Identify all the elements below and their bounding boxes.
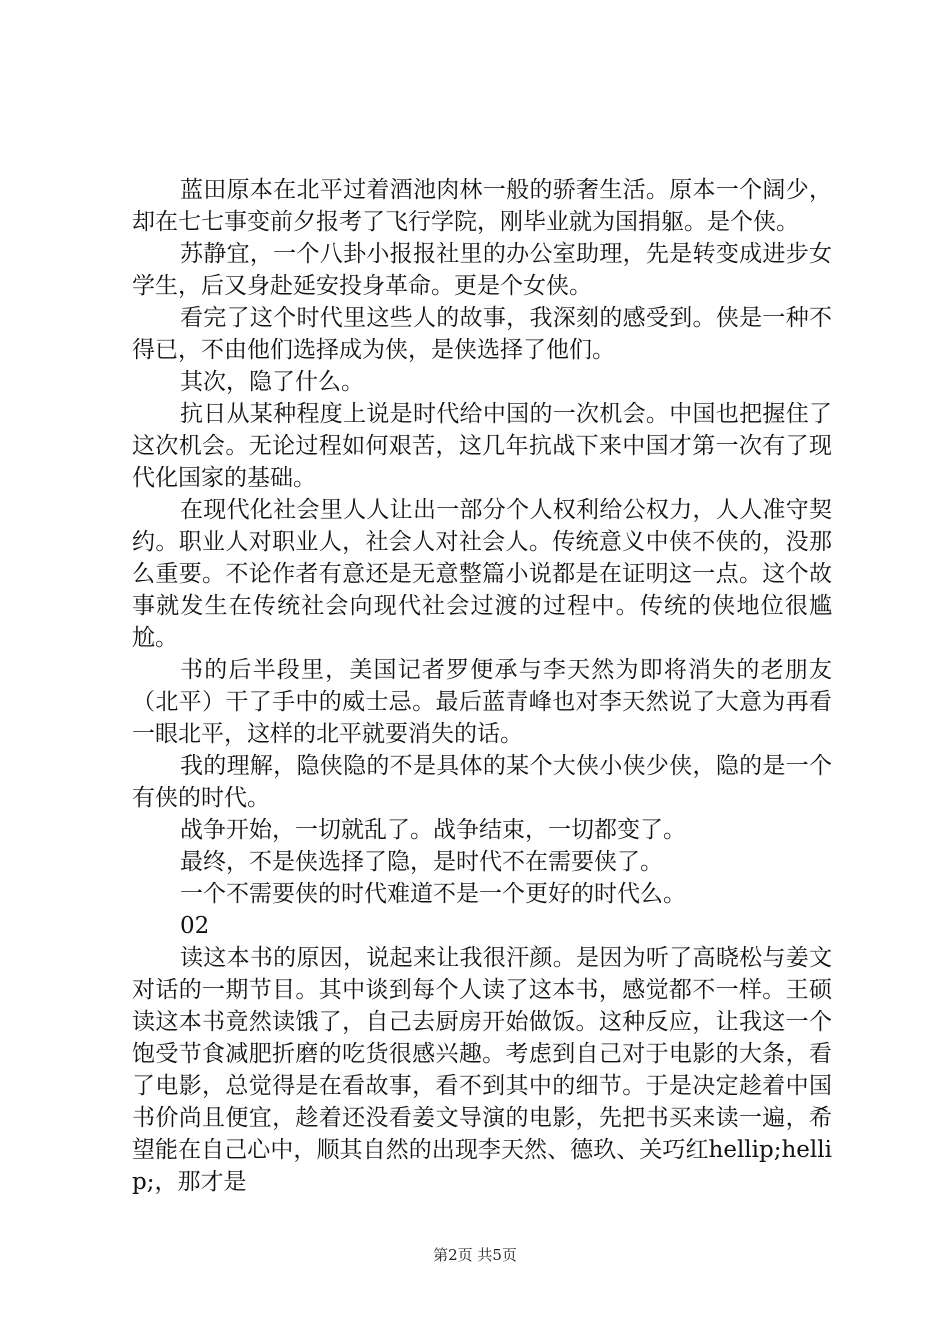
paragraph: 我的理解，隐侠隐的不是具体的某个大侠小侠少侠，隐的是一个有侠的时代。 — [132, 753, 832, 811]
page-footer — [0, 1244, 950, 1265]
paragraph: 一个不需要侠的时代难道不是一个更好的时代么。 — [180, 881, 686, 907]
paragraph: 其次，隐了什么。 — [180, 369, 364, 395]
paragraph: 看完了这个时代里这些人的故事，我深刻的感受到。侠是一种不得已，不由他们选择成为侠，是侠选择了他们。 — [132, 305, 832, 363]
body-text — [132, 174, 832, 1198]
page-number-label: 第2页 共5页 — [433, 1246, 517, 1264]
paragraph: 抗日从某种程度上说是时代给中国的一次机会。中国也把握住了这次机会。无论过程如何艰苦，这几年抗战下来中国才第一次有了现代化国家的基础。 — [132, 401, 832, 491]
paragraph: 蓝田原本在北平过着酒池肉林一般的骄奢生活。原本一个阔少，却在七七事变前夕报考了飞行学院，刚毕业就为国捐躯。是个侠。 — [132, 177, 832, 235]
paragraph: 读这本书的原因，说起来让我很汗颜。是因为听了高晓松与姜文对话的一期节目。其中谈到每个人读了这本书，感觉都不一样。王硕读这本书竟然读饿了，自己去厨房开始做饭。这种反应，让我这一个饱受节食减肥折磨的吃货很感兴趣。考虑到自己对于电影的大条，看了电影，总觉得是在看故事，看不到其中的细节。于是决定趁着中国书价尚且便宜，趁着还没看姜文导演的电影，先把书买来读一遍，希望能在自己心中，顺其自然的出现李天然、德玖、关巧红hellip;hellip;，那才是 — [132, 945, 832, 1195]
paragraph: 苏静宜，一个八卦小报报社里的办公室助理，先是转变成进步女学生，后又身赴延安投身革命。更是个女侠。 — [132, 241, 832, 299]
paragraph: 书的后半段里，美国记者罗便承与李天然为即将消失的老朋友（北平）干了手中的威士忌。最后蓝青峰也对李天然说了大意为再看一眼北平，这样的北平就要消失的话。 — [132, 657, 832, 747]
section-number: 02 — [180, 913, 210, 939]
paragraph: 最终，不是侠选择了隐，是时代不在需要侠了。 — [180, 849, 663, 875]
paragraph: 在现代化社会里人人让出一部分个人权利给公权力，人人准守契约。职业人对职业人，社会人对社会人。传统意义中侠不侠的，没那么重要。不论作者有意还是无意整篇小说都是在证明这一点。这个故事就发生在传统社会向现代社会过渡的过程中。传统的侠地位很尴尬。 — [132, 497, 832, 651]
paragraph: 战争开始，一切就乱了。战争结束，一切都变了。 — [180, 817, 686, 843]
